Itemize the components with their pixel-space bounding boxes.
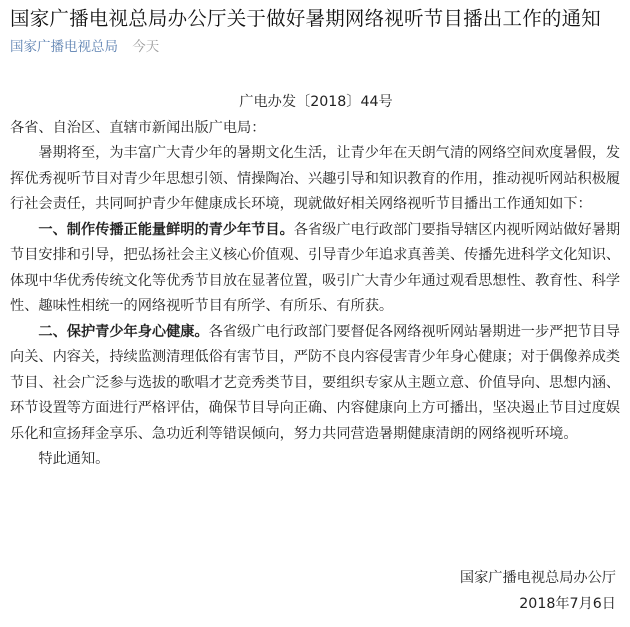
signature-date: 2018年7月6日 (519, 595, 616, 612)
section-2-paragraph (10, 320, 622, 448)
section-1-body: 各省级广电行政部门要指导辖区内视听网站做好暑期节目安排和引导，把弘扬社会主义核心价值观、引导青少年追求真善美、传播先进科学文化知识、体现中华优秀传统文化等优秀节目放在显著位置，吸引广大青少年通过观看思想性、教育性、科学性、趣味性相统一的网络视听节目有所学、有所乐、有所获。 (10, 221, 621, 314)
intro-paragraph: 暑期将至，为丰富广大青少年的暑期文化生活，让青少年在天朗气清的网络空间欢度暑假，发挥优秀视听节目对青少年思想引领、情操陶冶、兴趣引导和知识教育的作用，推动视听网站积极履行社会责任，共同呵护青少年健康成长环境，现就做好相关网络视听节目播出工作通知如下： (10, 145, 621, 212)
signature-block (460, 566, 616, 617)
section-2-heading: 二、保护青少年身心健康。 (38, 323, 209, 340)
document-number: 广电办发〔2018〕44号 (239, 94, 393, 110)
section-2-body: 各省级广电行政部门要督促各网络视听网站暑期进一步严把节目导向关、内容关，持续监测清理低俗有害节目，严防不良内容侵害青少年身心健康；对于偶像养成类节目、社会广泛参与选拔的歌唱才艺竞秀类节目，要组织专家从主题立意、价值导向、思想内涵、环节设置等方面进行严格评估，确保节目导向正确、内容健康向上方可播出，坚决遏止节目过度娱乐化和宣扬拜金享乐、急功近利等错误倾向，努力共同营造暑期健康清朗的网络视听环境。 (10, 323, 621, 442)
addressee: 各省、自治区、直辖市新闻出版广电局： (10, 119, 266, 136)
article-meta (10, 38, 159, 56)
source-link[interactable]: 国家广播电视总局 (10, 39, 118, 55)
section-1-heading: 一、制作传播正能量鲜明的青少年节目。 (38, 221, 294, 238)
article-title: 国家广播电视总局办公厅关于做好暑期网络视听节目播出工作的通知 (10, 7, 602, 30)
signature-org: 国家广播电视总局办公厅 (459, 570, 616, 586)
closing-line: 特此通知。 (38, 451, 110, 467)
section-1-paragraph (10, 218, 622, 320)
article-body (10, 90, 622, 473)
publish-time: 今天 (132, 39, 160, 55)
